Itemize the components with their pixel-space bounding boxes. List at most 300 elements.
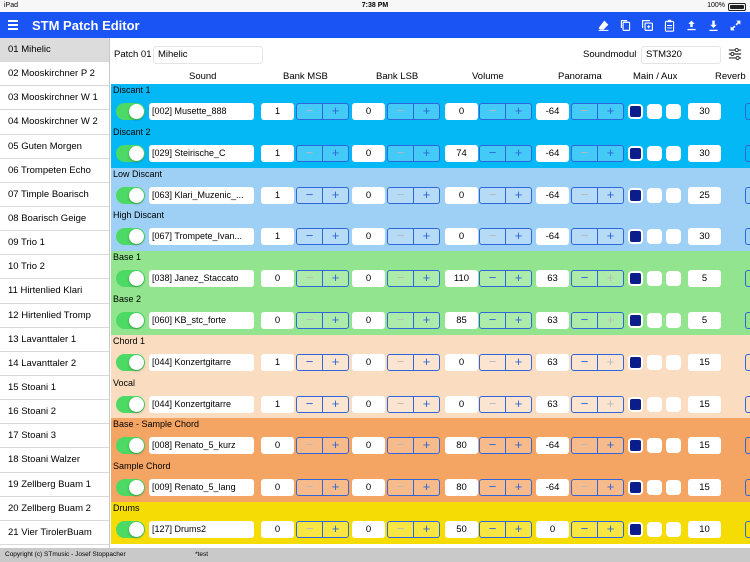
aux2-output-toggle[interactable]	[666, 355, 681, 370]
panorama-plus-button[interactable]: +	[606, 312, 615, 327]
channel-toggle[interactable]	[116, 228, 145, 245]
sound-selector[interactable]: [038] Janez_Staccato	[149, 270, 254, 287]
bank-lsb-minus-button[interactable]: −	[388, 397, 414, 412]
bank-lsb-value[interactable]: 0	[352, 354, 385, 371]
patch-list-item[interactable]: 17 Stoani 3	[0, 424, 109, 448]
sliders-icon[interactable]	[728, 47, 742, 61]
bank-msb-stepper	[296, 521, 349, 538]
sound-selector[interactable]: [067] Trompete_Ivan...	[149, 228, 254, 245]
channel-toggle[interactable]	[116, 354, 145, 371]
bank-lsb-stepper	[387, 354, 440, 371]
bank-msb-minus-button[interactable]: −	[297, 313, 323, 328]
soundmodul-field[interactable]: STM320	[641, 46, 721, 64]
bank-msb-value[interactable]: 0	[261, 312, 294, 329]
volume-minus-button[interactable]: −	[480, 397, 506, 412]
volume-plus-button[interactable]: +	[514, 103, 523, 118]
bank-lsb-stepper	[387, 396, 440, 413]
panorama-value[interactable]: -64	[536, 479, 569, 496]
reverb-stepper[interactable]	[745, 479, 750, 496]
volume-plus-button[interactable]: +	[514, 144, 523, 160]
bank-msb-plus-button[interactable]: +	[331, 228, 340, 244]
volume-stepper	[479, 521, 532, 538]
bank-lsb-stepper	[387, 228, 440, 245]
patch-editor	[111, 38, 750, 548]
reverb-stepper[interactable]	[745, 145, 750, 162]
panorama-stepper	[571, 396, 624, 413]
bank-lsb-plus-button[interactable]: +	[422, 186, 431, 202]
bank-msb-minus-button[interactable]: −	[297, 355, 323, 370]
patch-list-item[interactable]: 15 Stoani 1	[0, 376, 109, 400]
volume-stepper	[479, 396, 532, 413]
main-output-toggle[interactable]	[628, 188, 643, 203]
bank-lsb-minus-button[interactable]: −	[388, 271, 414, 286]
panorama-plus-button[interactable]: +	[606, 186, 615, 202]
bank-msb-value[interactable]: 1	[261, 396, 294, 413]
panorama-value[interactable]: 63	[536, 354, 569, 371]
bank-lsb-value[interactable]: 0	[352, 396, 385, 413]
bank-lsb-plus-button[interactable]: +	[422, 395, 431, 411]
aux2-output-toggle[interactable]	[666, 480, 681, 495]
bank-lsb-plus-button[interactable]: +	[422, 228, 431, 244]
reverb-stepper[interactable]	[745, 396, 750, 413]
bank-msb-plus-button[interactable]: +	[331, 312, 340, 327]
panorama-minus-button[interactable]: −	[572, 313, 598, 328]
patch-list-item[interactable]: 10 Trio 2	[0, 255, 109, 279]
reverb-stepper[interactable]	[745, 103, 750, 120]
aux2-output-toggle[interactable]	[666, 313, 681, 328]
volume-minus-button[interactable]: −	[480, 229, 506, 244]
soundmodul-label: Soundmodul	[583, 49, 637, 60]
volume-plus-button[interactable]: +	[514, 312, 523, 327]
main-output-toggle[interactable]	[628, 271, 643, 286]
bank-msb-minus-button[interactable]: −	[297, 104, 323, 119]
bank-lsb-stepper	[387, 187, 440, 204]
bank-msb-minus-button[interactable]: −	[297, 480, 323, 495]
bank-lsb-plus-button[interactable]: +	[422, 270, 431, 286]
volume-minus-button[interactable]: −	[480, 188, 506, 203]
bank-msb-minus-button[interactable]: −	[297, 188, 323, 203]
bank-lsb-plus-button[interactable]: +	[422, 479, 431, 495]
bank-msb-stepper	[296, 103, 349, 120]
volume-value[interactable]: 110	[445, 270, 478, 287]
bank-msb-minus-button[interactable]: −	[297, 229, 323, 244]
patch-list-item[interactable]: 05 Guten Morgen	[0, 135, 109, 159]
panorama-minus-button[interactable]: −	[572, 397, 598, 412]
volume-plus-button[interactable]: +	[514, 186, 523, 202]
eraser-icon[interactable]	[592, 14, 614, 36]
volume-value[interactable]: 80	[445, 437, 478, 454]
aux-output-toggle[interactable]	[647, 271, 662, 286]
volume-minus-button[interactable]: −	[480, 522, 506, 537]
bank-msb-value[interactable]: 1	[261, 103, 294, 120]
volume-value[interactable]: 0	[445, 187, 478, 204]
bank-msb-minus-button[interactable]: −	[297, 146, 323, 161]
panorama-plus-button[interactable]: +	[606, 437, 615, 453]
panorama-value[interactable]: 63	[536, 312, 569, 329]
bank-msb-value[interactable]: 1	[261, 145, 294, 162]
main-output-toggle[interactable]	[628, 313, 643, 328]
patch-list-item[interactable]: 04 Mooskirchner W 2	[0, 110, 109, 134]
panorama-value[interactable]: 0	[536, 521, 569, 538]
bank-msb-stepper	[296, 479, 349, 496]
aux-output-toggle[interactable]	[647, 146, 662, 161]
bank-msb-plus-button[interactable]: +	[331, 103, 340, 118]
channel-toggle[interactable]	[116, 270, 145, 287]
aux-output-toggle[interactable]	[647, 104, 662, 119]
channel-row	[111, 126, 750, 168]
volume-minus-button[interactable]: −	[480, 104, 506, 119]
bank-lsb-plus-button[interactable]: +	[422, 103, 431, 118]
bank-lsb-minus-button[interactable]: −	[388, 522, 414, 537]
aux2-output-toggle[interactable]	[666, 146, 681, 161]
reverb-value[interactable]: 30	[688, 145, 721, 162]
panorama-stepper	[571, 354, 624, 371]
channel-name: High Discant	[113, 210, 165, 221]
volume-value[interactable]: 85	[445, 312, 478, 329]
panorama-value[interactable]: -64	[536, 228, 569, 245]
patch-list-item[interactable]: 16 Stoani 2	[0, 400, 109, 424]
sound-selector[interactable]: [008] Renato_5_kurz	[149, 437, 254, 454]
volume-stepper	[479, 228, 532, 245]
duplicate-icon[interactable]	[636, 14, 658, 36]
volume-value[interactable]: 80	[445, 479, 478, 496]
reverb-value[interactable]: 15	[688, 354, 721, 371]
patch-list-item[interactable]: 02 Mooskirchner P 2	[0, 62, 109, 86]
panorama-value[interactable]: -64	[536, 187, 569, 204]
bank-msb-stepper	[296, 354, 349, 371]
channel-row	[111, 84, 750, 126]
volume-plus-button[interactable]: +	[514, 353, 523, 369]
expand-icon[interactable]	[724, 14, 746, 36]
panorama-plus-button[interactable]: +	[606, 353, 615, 369]
panorama-minus-button[interactable]: −	[572, 229, 598, 244]
aux-output-toggle[interactable]	[647, 480, 662, 495]
bank-msb-plus-button[interactable]: +	[331, 437, 340, 453]
bank-lsb-value[interactable]: 0	[352, 479, 385, 496]
patch-list-item[interactable]: 08 Boarisch Geige	[0, 207, 109, 231]
patch-list-item[interactable]: 09 Trio 1	[0, 231, 109, 255]
copyright-text: Copyright (c) STmusic - Josef Stoppacher	[5, 551, 126, 558]
bank-lsb-stepper	[387, 437, 440, 454]
panorama-plus-button[interactable]: +	[606, 144, 615, 160]
channel-toggle[interactable]	[116, 521, 145, 538]
reverb-stepper[interactable]	[745, 228, 750, 245]
bank-lsb-plus-button[interactable]: +	[422, 312, 431, 327]
volume-minus-button[interactable]: −	[480, 146, 506, 161]
aux2-output-toggle[interactable]	[666, 104, 681, 119]
panorama-plus-button[interactable]: +	[606, 270, 615, 286]
sound-selector[interactable]: [063] Klari_Muzenic_...	[149, 187, 254, 204]
bank-lsb-minus-button[interactable]: −	[388, 480, 414, 495]
bank-msb-minus-button[interactable]: −	[297, 438, 323, 453]
bank-msb-value[interactable]: 1	[261, 228, 294, 245]
aux2-output-toggle[interactable]	[666, 188, 681, 203]
bank-msb-minus-button[interactable]: −	[297, 397, 323, 412]
copy-icon[interactable]	[614, 14, 636, 36]
channel-row	[111, 377, 750, 419]
bank-lsb-minus-button[interactable]: −	[388, 229, 414, 244]
volume-minus-button[interactable]: −	[480, 438, 506, 453]
reverb-value[interactable]: 30	[688, 228, 721, 245]
volume-stepper	[479, 187, 532, 204]
bank-lsb-minus-button[interactable]: −	[388, 355, 414, 370]
bank-msb-value[interactable]: 0	[261, 270, 294, 287]
sound-selector[interactable]: [009] Renato_5_lang	[149, 479, 254, 496]
panorama-stepper	[571, 145, 624, 162]
channel-toggle[interactable]	[116, 479, 145, 496]
reverb-value[interactable]: 15	[688, 437, 721, 454]
channel-toggle[interactable]	[116, 396, 145, 413]
download-icon[interactable]	[702, 14, 724, 36]
main-output-toggle[interactable]	[628, 522, 643, 537]
panorama-minus-button[interactable]: −	[572, 438, 598, 453]
channel-row	[111, 209, 750, 251]
volume-value[interactable]: 0	[445, 103, 478, 120]
bank-msb-plus-button[interactable]: +	[331, 270, 340, 286]
panorama-minus-button[interactable]: −	[572, 104, 598, 119]
sound-selector[interactable]: [127] Drums2	[149, 521, 254, 538]
bank-msb-value[interactable]: 0	[261, 521, 294, 538]
patch-list-item[interactable]: 21 Vier TirolerBuam	[0, 521, 109, 545]
channel-toggle[interactable]	[116, 187, 145, 204]
volume-stepper	[479, 479, 532, 496]
reverb-stepper[interactable]	[745, 312, 750, 329]
aux-output-toggle[interactable]	[647, 355, 662, 370]
patch-list-item[interactable]: 19 Zellberg Buam 1	[0, 473, 109, 497]
footer-note: *test	[195, 551, 209, 558]
panorama-plus-button[interactable]: +	[606, 103, 615, 118]
aux-output-toggle[interactable]	[647, 522, 662, 537]
bank-msb-stepper	[296, 312, 349, 329]
status-time: 7:38 PM	[361, 2, 389, 9]
reverb-value[interactable]: 15	[688, 479, 721, 496]
col-bank-lsb: Bank LSB	[376, 71, 419, 82]
bank-lsb-plus-button[interactable]: +	[422, 437, 431, 453]
main-output-toggle[interactable]	[628, 355, 643, 370]
bank-msb-stepper	[296, 270, 349, 287]
volume-plus-button[interactable]: +	[514, 270, 523, 286]
bank-lsb-value[interactable]: 0	[352, 437, 385, 454]
channel-name: Chord 1	[113, 335, 146, 346]
panorama-plus-button[interactable]: +	[606, 521, 615, 536]
bank-msb-value[interactable]: 1	[261, 187, 294, 204]
sound-selector[interactable]: [044] Konzertgitarre	[149, 354, 254, 371]
bank-lsb-value[interactable]: 0	[352, 145, 385, 162]
reverb-value[interactable]: 10	[688, 521, 721, 538]
panorama-value[interactable]: 63	[536, 270, 569, 287]
panorama-value[interactable]: -64	[536, 145, 569, 162]
bank-msb-minus-button[interactable]: −	[297, 271, 323, 286]
volume-plus-button[interactable]: +	[514, 437, 523, 453]
patch-list-item[interactable]: 18 Stoani Walzer	[0, 448, 109, 472]
volume-value[interactable]: 0	[445, 354, 478, 371]
paste-icon[interactable]	[658, 14, 680, 36]
reverb-value[interactable]: 5	[688, 312, 721, 329]
aux2-output-toggle[interactable]	[666, 229, 681, 244]
panorama-minus-button[interactable]: −	[572, 355, 598, 370]
channel-name: Base 2	[113, 294, 142, 304]
volume-minus-button[interactable]: −	[480, 355, 506, 370]
col-sound: Sound	[189, 71, 217, 82]
patch-list-item[interactable]: 07 Timple Boarisch	[0, 183, 109, 207]
volume-stepper	[479, 103, 532, 120]
col-panorama: Panorama	[558, 71, 602, 82]
reverb-value[interactable]: 15	[688, 396, 721, 413]
panorama-stepper	[571, 479, 624, 496]
aux-output-toggle[interactable]	[647, 229, 662, 244]
bank-msb-plus-button[interactable]: +	[331, 479, 340, 495]
channel-name: Discant 2	[113, 126, 151, 137]
bank-lsb-stepper	[387, 479, 440, 496]
panorama-stepper	[571, 187, 624, 204]
bank-msb-stepper	[296, 228, 349, 245]
channel-toggle[interactable]	[116, 437, 145, 454]
bank-msb-plus-button[interactable]: +	[331, 521, 340, 536]
channel-toggle[interactable]	[116, 312, 145, 329]
patch-list-item[interactable]: 11 Hirtenlied Klari	[0, 279, 109, 303]
channel-name: Sample Chord	[113, 461, 171, 472]
menu-icon[interactable]	[8, 20, 26, 30]
patch-list-item[interactable]: 13 Lavanttaler 1	[0, 328, 109, 352]
panorama-plus-button[interactable]: +	[606, 228, 615, 244]
panorama-minus-button[interactable]: −	[572, 271, 598, 286]
bank-msb-minus-button[interactable]: −	[297, 522, 323, 537]
sound-selector[interactable]: [044] Konzertgitarre	[149, 396, 254, 413]
bank-lsb-minus-button[interactable]: −	[388, 438, 414, 453]
sound-selector[interactable]: [002] Musette_888	[149, 103, 254, 120]
sound-selector[interactable]: [060] KB_stc_forte	[149, 312, 254, 329]
volume-stepper	[479, 145, 532, 162]
bank-msb-plus-button[interactable]: +	[331, 186, 340, 202]
bank-lsb-minus-button[interactable]: −	[388, 104, 414, 119]
bank-lsb-minus-button[interactable]: −	[388, 313, 414, 328]
reverb-stepper[interactable]	[745, 187, 750, 204]
aux2-output-toggle[interactable]	[666, 522, 681, 537]
panorama-minus-button[interactable]: −	[572, 522, 598, 537]
channel-row	[111, 168, 750, 210]
panorama-minus-button[interactable]: −	[572, 188, 598, 203]
patch-list-item[interactable]: 01 Mihelic	[0, 38, 109, 62]
volume-plus-button[interactable]: +	[514, 395, 523, 411]
bank-msb-value[interactable]: 0	[261, 479, 294, 496]
sound-selector[interactable]: [029] Steirische_C	[149, 145, 254, 162]
main-output-toggle[interactable]	[628, 146, 643, 161]
bank-msb-plus-button[interactable]: +	[331, 144, 340, 160]
panorama-stepper	[571, 521, 624, 538]
bank-lsb-plus-button[interactable]: +	[422, 521, 431, 536]
channel-toggle[interactable]	[116, 145, 145, 162]
main-output-toggle[interactable]	[628, 438, 643, 453]
upload-icon[interactable]	[680, 14, 702, 36]
patch-list-item[interactable]: 14 Lavanttaler 2	[0, 352, 109, 376]
volume-value[interactable]: 50	[445, 521, 478, 538]
aux-output-toggle[interactable]	[647, 438, 662, 453]
volume-plus-button[interactable]: +	[514, 479, 523, 495]
toolbar	[0, 12, 750, 38]
aux-output-toggle[interactable]	[647, 397, 662, 412]
bank-lsb-plus-button[interactable]: +	[422, 353, 431, 369]
reverb-stepper[interactable]	[745, 270, 750, 287]
panorama-plus-button[interactable]: +	[606, 395, 615, 411]
bank-msb-value[interactable]: 0	[261, 437, 294, 454]
panorama-value[interactable]: -64	[536, 437, 569, 454]
main-output-toggle[interactable]	[628, 104, 643, 119]
reverb-stepper[interactable]	[745, 437, 750, 454]
main-output-toggle[interactable]	[628, 229, 643, 244]
panorama-value[interactable]: 63	[536, 396, 569, 413]
patch-list	[0, 38, 110, 548]
bank-lsb-value[interactable]: 0	[352, 312, 385, 329]
battery-percent: 100%	[707, 2, 725, 9]
aux2-output-toggle[interactable]	[666, 397, 681, 412]
aux-output-toggle[interactable]	[647, 313, 662, 328]
col-volume: Volume	[472, 71, 504, 82]
bank-lsb-value[interactable]: 0	[352, 187, 385, 204]
bank-lsb-minus-button[interactable]: −	[388, 188, 414, 203]
footer	[0, 548, 750, 562]
volume-minus-button[interactable]: −	[480, 480, 506, 495]
volume-value[interactable]: 74	[445, 145, 478, 162]
bank-msb-plus-button[interactable]: +	[331, 395, 340, 411]
bank-lsb-value[interactable]: 0	[352, 228, 385, 245]
main-output-toggle[interactable]	[628, 480, 643, 495]
panorama-value[interactable]: -64	[536, 103, 569, 120]
volume-stepper	[479, 354, 532, 371]
bank-lsb-plus-button[interactable]: +	[422, 144, 431, 160]
volume-stepper	[479, 437, 532, 454]
panorama-plus-button[interactable]: +	[606, 479, 615, 495]
patch-name-field[interactable]: Mihelic	[153, 46, 263, 64]
volume-plus-button[interactable]: +	[514, 521, 523, 536]
channel-row	[111, 293, 750, 335]
panorama-minus-button[interactable]: −	[572, 146, 598, 161]
panorama-minus-button[interactable]: −	[572, 480, 598, 495]
col-reverb: Reverb	[715, 71, 746, 82]
aux2-output-toggle[interactable]	[666, 438, 681, 453]
aux-output-toggle[interactable]	[647, 188, 662, 203]
panorama-stepper	[571, 270, 624, 287]
patch-list-item[interactable]: 20 Zellberg Buam 2	[0, 497, 109, 521]
bank-msb-plus-button[interactable]: +	[331, 353, 340, 369]
volume-value[interactable]: 0	[445, 228, 478, 245]
bank-lsb-value[interactable]: 0	[352, 103, 385, 120]
channel-name: Low Discant	[113, 168, 163, 179]
patch-list-item[interactable]: 06 Trompeten Echo	[0, 159, 109, 183]
channel-name: Discant 1	[113, 85, 151, 95]
bank-msb-value[interactable]: 1	[261, 354, 294, 371]
volume-plus-button[interactable]: +	[514, 228, 523, 244]
aux2-output-toggle[interactable]	[666, 271, 681, 286]
channel-toggle[interactable]	[116, 103, 145, 120]
volume-minus-button[interactable]: −	[480, 313, 506, 328]
bank-lsb-minus-button[interactable]: −	[388, 146, 414, 161]
reverb-stepper[interactable]	[745, 521, 750, 538]
col-main-aux: Main / Aux	[633, 71, 678, 82]
reverb-value[interactable]: 30	[688, 103, 721, 120]
main-output-toggle[interactable]	[628, 397, 643, 412]
volume-minus-button[interactable]: −	[480, 271, 506, 286]
bank-lsb-value[interactable]: 0	[352, 521, 385, 538]
bank-msb-stepper	[296, 145, 349, 162]
patch-list-item[interactable]: 03 Mooskirchner W 1	[0, 86, 109, 110]
reverb-value[interactable]: 5	[688, 270, 721, 287]
reverb-value[interactable]: 25	[688, 187, 721, 204]
channel-row	[111, 460, 750, 502]
reverb-stepper[interactable]	[745, 354, 750, 371]
volume-value[interactable]: 0	[445, 396, 478, 413]
bank-lsb-value[interactable]: 0	[352, 270, 385, 287]
patch-list-item[interactable]: 12 Hirtenlied Tromp	[0, 304, 109, 328]
